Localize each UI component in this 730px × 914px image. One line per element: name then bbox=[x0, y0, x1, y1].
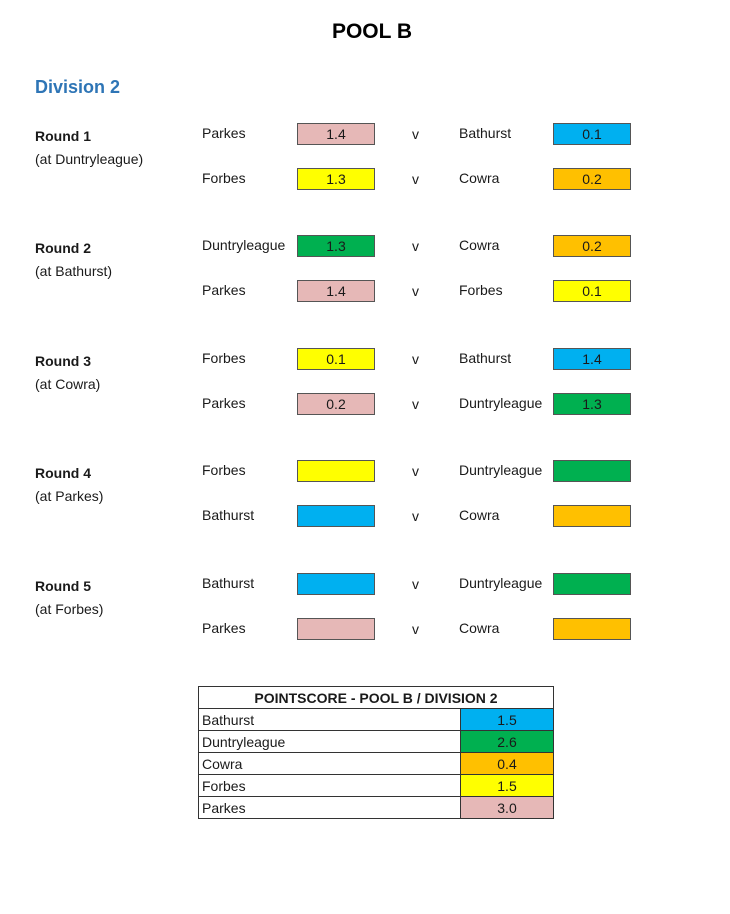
versus-label: v bbox=[412, 396, 419, 412]
round-venue: (at Bathurst) bbox=[35, 263, 113, 279]
away-score-cell[interactable] bbox=[553, 460, 631, 482]
pointscore-points[interactable]: 0.4 bbox=[461, 753, 554, 775]
away-team-name: Bathurst bbox=[459, 350, 512, 366]
home-team-name: Forbes bbox=[202, 462, 246, 478]
round-block bbox=[0, 125, 730, 228]
match-row bbox=[0, 505, 730, 529]
home-score-cell[interactable] bbox=[297, 505, 375, 527]
away-team-name: Cowra bbox=[459, 237, 500, 253]
division-heading: Division 2 bbox=[35, 77, 121, 97]
away-team-name: Bathurst bbox=[459, 125, 512, 141]
pointscore-team: Parkes bbox=[199, 797, 461, 819]
match-row bbox=[0, 235, 730, 259]
home-score-cell[interactable] bbox=[297, 573, 375, 595]
pointscore-team: Forbes bbox=[199, 775, 461, 797]
pointscore-row bbox=[199, 775, 554, 797]
versus-label: v bbox=[412, 576, 419, 592]
home-score-cell[interactable] bbox=[297, 460, 375, 482]
away-team-name: Cowra bbox=[459, 620, 500, 636]
home-team-name: Bathurst bbox=[202, 575, 255, 591]
round-name: Round 5 bbox=[35, 578, 91, 594]
away-score-cell[interactable]: 0.2 bbox=[553, 235, 631, 257]
match-row bbox=[0, 618, 730, 642]
match-row bbox=[0, 573, 730, 597]
away-team-name: Cowra bbox=[459, 170, 500, 186]
home-score-cell[interactable] bbox=[297, 618, 375, 640]
home-team-name: Parkes bbox=[202, 620, 246, 636]
home-score-cell[interactable]: 1.4 bbox=[297, 280, 375, 302]
away-score-cell[interactable]: 0.1 bbox=[553, 123, 631, 145]
versus-label: v bbox=[412, 283, 419, 299]
round-block bbox=[0, 350, 730, 453]
pointscore-header-row bbox=[199, 687, 554, 709]
home-team-name: Duntryleague bbox=[202, 237, 286, 253]
round-block bbox=[0, 237, 730, 340]
away-score-cell[interactable] bbox=[553, 618, 631, 640]
away-score-cell[interactable] bbox=[553, 573, 631, 595]
away-team-name: Duntryleague bbox=[459, 462, 543, 478]
round-block bbox=[0, 462, 730, 565]
match-row bbox=[0, 123, 730, 147]
match-row bbox=[0, 280, 730, 304]
round-venue: (at Cowra) bbox=[35, 376, 101, 392]
pointscore-team: Duntryleague bbox=[199, 731, 461, 753]
home-team-name: Bathurst bbox=[202, 507, 255, 523]
pointscore-points[interactable]: 1.5 bbox=[461, 709, 554, 731]
match-row bbox=[0, 460, 730, 484]
pointscore-points[interactable]: 3.0 bbox=[461, 797, 554, 819]
away-score-cell[interactable]: 1.4 bbox=[553, 348, 631, 370]
pointscore-row bbox=[199, 709, 554, 731]
versus-label: v bbox=[412, 238, 419, 254]
versus-label: v bbox=[412, 463, 419, 479]
away-team-name: Cowra bbox=[459, 507, 500, 523]
page-title: POOL B bbox=[331, 20, 413, 43]
away-score-cell[interactable]: 1.3 bbox=[553, 393, 631, 415]
home-team-name: Parkes bbox=[202, 395, 246, 411]
versus-label: v bbox=[412, 508, 419, 524]
home-team-name: Parkes bbox=[202, 282, 246, 298]
round-name: Round 2 bbox=[35, 240, 91, 256]
match-row bbox=[0, 168, 730, 192]
away-team-name: Duntryleague bbox=[459, 395, 543, 411]
versus-label: v bbox=[412, 351, 419, 367]
round-name: Round 3 bbox=[35, 353, 91, 369]
home-score-cell[interactable]: 0.2 bbox=[297, 393, 375, 415]
pointscore-points[interactable]: 2.6 bbox=[461, 731, 554, 753]
match-row bbox=[0, 393, 730, 417]
round-name: Round 4 bbox=[35, 465, 91, 481]
home-team-name: Forbes bbox=[202, 350, 246, 366]
home-score-cell[interactable]: 0.1 bbox=[297, 348, 375, 370]
versus-label: v bbox=[412, 126, 419, 142]
away-score-cell[interactable]: 0.2 bbox=[553, 168, 631, 190]
versus-label: v bbox=[412, 621, 419, 637]
away-team-name: Forbes bbox=[459, 282, 503, 298]
pointscore-row bbox=[199, 797, 554, 819]
round-name: Round 1 bbox=[35, 128, 91, 144]
match-row bbox=[0, 348, 730, 372]
home-team-name: Forbes bbox=[202, 170, 246, 186]
pointscore-team: Bathurst bbox=[199, 709, 461, 731]
away-team-name: Duntryleague bbox=[459, 575, 543, 591]
away-score-cell[interactable] bbox=[553, 505, 631, 527]
pointscore-header: POINTSCORE - POOL B / DIVISION 2 bbox=[199, 687, 554, 709]
pointscore-row bbox=[199, 731, 554, 753]
round-venue: (at Duntryleague) bbox=[35, 151, 144, 167]
home-team-name: Parkes bbox=[202, 125, 246, 141]
versus-label: v bbox=[412, 171, 419, 187]
round-block bbox=[0, 575, 730, 678]
pointscore-points[interactable]: 1.5 bbox=[461, 775, 554, 797]
round-venue: (at Forbes) bbox=[35, 601, 104, 617]
pointscore-table bbox=[198, 686, 554, 819]
home-score-cell[interactable]: 1.4 bbox=[297, 123, 375, 145]
away-score-cell[interactable]: 0.1 bbox=[553, 280, 631, 302]
pointscore-team: Cowra bbox=[199, 753, 461, 775]
home-score-cell[interactable]: 1.3 bbox=[297, 235, 375, 257]
home-score-cell[interactable]: 1.3 bbox=[297, 168, 375, 190]
round-venue: (at Parkes) bbox=[35, 488, 104, 504]
pointscore-body bbox=[199, 709, 554, 819]
pointscore-row bbox=[199, 753, 554, 775]
